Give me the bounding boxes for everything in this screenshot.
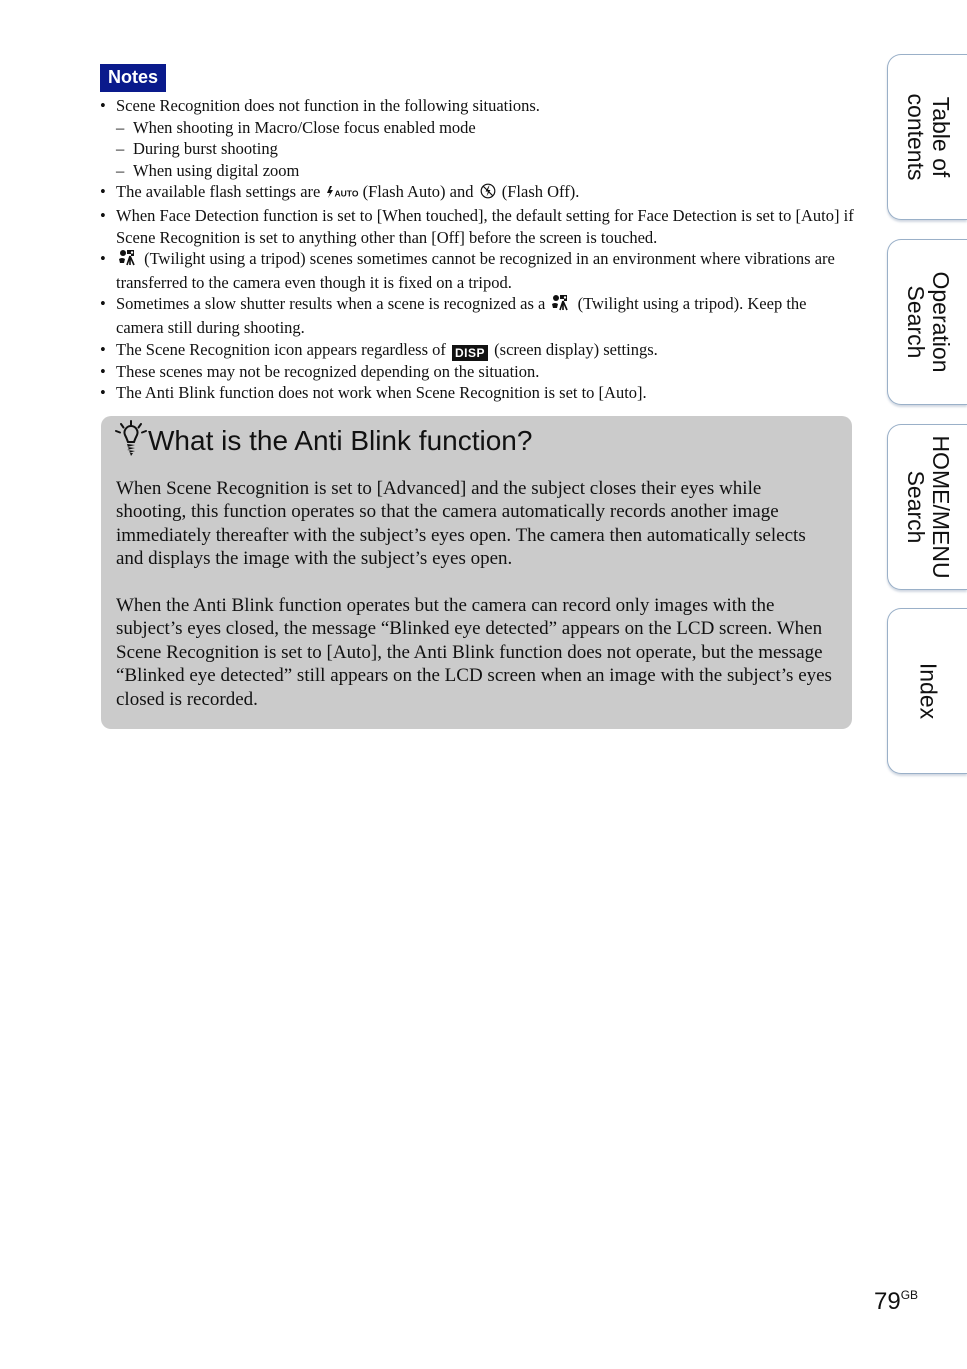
list-item: • When Face Detection function is set to [When touched], the default setting for Face Detection is set to [Auto] if Scene Recognition is set to anything other than [Off] before the screen is touched.: [100, 205, 854, 247]
tab-label: Table of: [927, 96, 954, 178]
tab-operation-search[interactable]: [887, 239, 967, 405]
list-item: • The Scene Recognition icon appears regardless of DISP (screen display) settings.: [100, 339, 658, 360]
tip-paragraph: When Scene Recognition is set to [Advanced] and the subject closes their eyes while shooting, this function operates so that the camera automatically records another image immediately thereafter with the subject’s eyes open. The camera then automatically selects and displays the image with the subject’s eyes open.: [116, 478, 806, 570]
note-text: (Twilight using a tripod). Keep the camera still during shooting.: [116, 294, 807, 337]
tab-label: Search: [902, 470, 929, 544]
twilight-tripod-icon: [118, 249, 138, 272]
list-item: – When using digital zoom: [116, 160, 300, 180]
tab-index[interactable]: [887, 608, 967, 774]
tab-label: Index: [915, 662, 941, 720]
tip-title: What is the Anti Blink function?: [148, 425, 533, 456]
tab-label: Search: [902, 285, 929, 359]
note-sub-text: During burst shooting: [133, 139, 278, 159]
notes-list: [98, 95, 858, 404]
twilight-tripod-icon: [551, 294, 571, 317]
list-item: • Scene Recognition does not function in the following situations.: [100, 96, 540, 115]
disp-button-icon: DISP: [452, 345, 488, 361]
tip-paragraph: When the Anti Blink function operates but the camera can record only images with the subject’s eyes closed, the message “Blinked eye detected” appears on the LCD screen. When Scene Recognition is set to [Auto], the Anti Blink function does not operate, but the message “Blinked eye detected” still appears on the LCD screen when an image with the subject’s eyes closed is recorded.: [116, 595, 832, 710]
tip-body: [116, 477, 836, 734]
notes-label: Notes: [100, 64, 166, 92]
list-item: • These scenes may not be recognized depending on the situation.: [100, 361, 540, 381]
note-text: Sometimes a slow shutter results when a scene is recognized as a: [116, 294, 550, 314]
list-item: • (Twilight using a tripod) scenes sometimes cannot be recognized in an environment where vibrations are transferred to the camera even though it is fixed on a tripod.: [100, 249, 835, 292]
note-sub-text: When using digital zoom: [133, 160, 300, 180]
note-text: The Scene Recognition icon appears regardless of: [116, 339, 451, 359]
note-text: When Face Detection function is set to [When touched], the default setting for Face Detection is set to [Auto] if Scene Recognition is set to anything other than [Off] before the screen is touched.: [116, 205, 854, 247]
page-number: $79^{GB}$: [874, 1288, 919, 1315]
list-item: – When shooting in Macro/Close focus enabled mode: [116, 117, 476, 137]
note-sub-text: When shooting in Macro/Close focus enabled mode: [133, 117, 476, 137]
svg-text:AUTO: AUTO: [334, 188, 359, 199]
note-text: (Twilight using a tripod) scenes sometimes cannot be recognized in an environment where vibrations are transferred to the camera even though it is fixed on a tripod.: [116, 249, 835, 292]
note-text: Scene Recognition does not function in the following situations.: [116, 96, 540, 115]
list-item: • The Anti Blink function does not work when Scene Recognition is set to [Auto].: [100, 383, 647, 403]
lightbulb-icon: [114, 420, 150, 465]
list-item: • Sometimes a slow shutter results when a scene is recognized as a (Twilight using a tripod). Keep the camera still during shooting.: [100, 294, 807, 337]
flash-auto-icon: [326, 183, 359, 205]
flash-off-icon: [480, 183, 496, 205]
tab-label: HOME/MENU: [927, 435, 954, 579]
list-item: • The available flash settings are AUTO (Flash Auto) and (Flash Off).: [98, 181, 858, 205]
note-text: The Anti Blink function does not work when Scene Recognition is set to [Auto].: [116, 383, 647, 403]
note-text: (Flash Auto) and: [358, 182, 478, 202]
tab-label: Operation: [927, 271, 954, 373]
note-text: The available flash settings are: [116, 182, 325, 202]
note-text: (screen display) settings.: [490, 339, 658, 359]
list-item: – During burst shooting: [116, 139, 278, 159]
tab-home-menu-search[interactable]: [887, 424, 967, 590]
tab-table-of-contents[interactable]: [887, 54, 967, 220]
note-text: These scenes may not be recognized depending on the situation.: [116, 361, 540, 381]
note-text: (Flash Off).: [497, 182, 580, 202]
tab-label: contents: [902, 93, 929, 181]
